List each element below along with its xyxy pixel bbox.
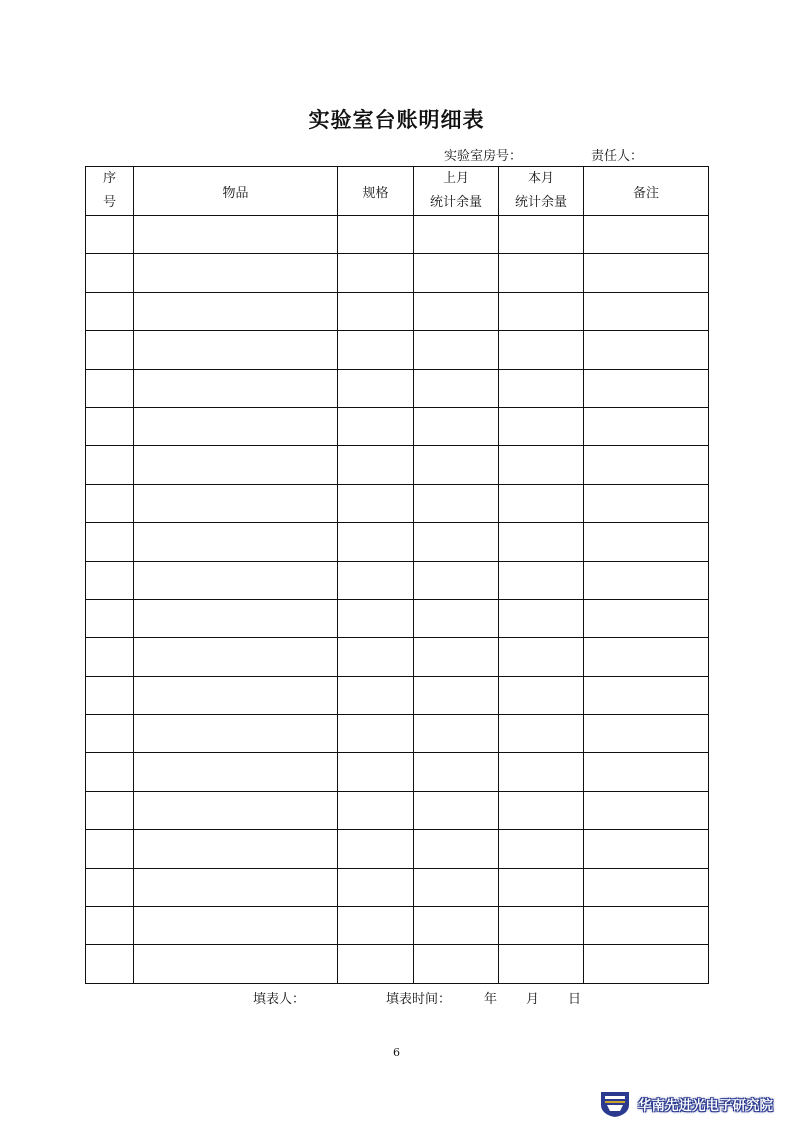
table-cell[interactable] [338, 331, 414, 369]
table-cell[interactable] [86, 907, 134, 945]
table-cell[interactable] [134, 407, 338, 445]
table-cell[interactable] [86, 945, 134, 983]
table-cell[interactable] [86, 676, 134, 714]
shield-emblem-icon [598, 1090, 632, 1118]
table-cell[interactable] [86, 715, 134, 753]
table-row [86, 331, 709, 369]
table-row [86, 369, 709, 407]
table-cell[interactable] [584, 254, 709, 292]
table-cell[interactable] [338, 599, 414, 637]
header-line: 本月 [527, 171, 554, 186]
header-text: 备注 [632, 185, 659, 201]
table-cell[interactable] [134, 599, 338, 637]
table-cell[interactable] [86, 868, 134, 906]
table-cell[interactable] [86, 830, 134, 868]
table-cell[interactable] [338, 715, 414, 753]
table-row [86, 638, 709, 676]
table-cell[interactable] [134, 561, 338, 599]
table-cell[interactable] [414, 369, 499, 407]
table-cell[interactable] [499, 753, 584, 791]
table-cell[interactable] [338, 484, 414, 522]
table-row [86, 407, 709, 445]
table-cell[interactable] [499, 216, 584, 254]
col-header-index [86, 167, 134, 216]
institute-name: 华南先进光电子研究院 [638, 1098, 773, 1114]
table-cell[interactable] [134, 676, 338, 714]
table-cell[interactable] [338, 791, 414, 829]
table-cell[interactable] [584, 638, 709, 676]
table-cell[interactable] [134, 331, 338, 369]
year-label: 年 [484, 992, 498, 1007]
table-cell[interactable] [499, 484, 584, 522]
table-row [86, 561, 709, 599]
table-cell[interactable] [499, 523, 584, 561]
table-cell[interactable] [414, 407, 499, 445]
table-cell[interactable] [134, 868, 338, 906]
table-row [86, 216, 709, 254]
table-cell[interactable] [584, 599, 709, 637]
table-cell[interactable] [584, 830, 709, 868]
col-header-this-month [499, 167, 584, 216]
table-cell[interactable] [338, 830, 414, 868]
table-cell[interactable] [86, 484, 134, 522]
table-row [86, 830, 709, 868]
table-row [86, 254, 709, 292]
table-cell[interactable] [584, 753, 709, 791]
table-cell[interactable] [414, 446, 499, 484]
table-cell[interactable] [134, 484, 338, 522]
col-header-item [134, 167, 338, 216]
day-label: 日 [568, 992, 582, 1007]
table-row [86, 292, 709, 330]
table-cell[interactable] [86, 753, 134, 791]
table-cell[interactable] [499, 369, 584, 407]
table-cell[interactable] [499, 407, 584, 445]
table-row [86, 907, 709, 945]
responsible-person-label: 责任人： [591, 149, 644, 164]
header-line: 序 [102, 171, 116, 186]
table-row [86, 945, 709, 983]
table-cell[interactable] [414, 292, 499, 330]
fill-time-label: 填表时间： [386, 992, 452, 1007]
table-cell[interactable] [134, 830, 338, 868]
table-cell[interactable] [414, 753, 499, 791]
table-cell[interactable] [134, 216, 338, 254]
table-cell[interactable] [499, 599, 584, 637]
table-cell[interactable] [499, 638, 584, 676]
table-cell[interactable] [584, 369, 709, 407]
table-cell[interactable] [86, 599, 134, 637]
table-cell[interactable] [134, 715, 338, 753]
table-cell[interactable] [86, 254, 134, 292]
table-cell[interactable] [338, 369, 414, 407]
table-cell[interactable] [584, 523, 709, 561]
table-cell[interactable] [86, 369, 134, 407]
table-cell[interactable] [86, 523, 134, 561]
table-cell[interactable] [414, 484, 499, 522]
table-cell[interactable] [414, 830, 499, 868]
table-row [86, 484, 709, 522]
ledger-body [86, 216, 709, 984]
table-cell[interactable] [414, 791, 499, 829]
table-cell[interactable] [499, 254, 584, 292]
table-cell[interactable] [499, 791, 584, 829]
table-cell[interactable] [338, 446, 414, 484]
table-cell[interactable] [134, 523, 338, 561]
table-cell[interactable] [338, 216, 414, 254]
table-cell[interactable] [134, 791, 338, 829]
table-cell[interactable] [134, 945, 338, 983]
filler-label: 填表人： [253, 992, 306, 1007]
table-row [86, 791, 709, 829]
table-cell[interactable] [338, 523, 414, 561]
table-cell[interactable] [499, 830, 584, 868]
table-row [86, 599, 709, 637]
table-cell[interactable] [134, 753, 338, 791]
table-cell[interactable] [584, 907, 709, 945]
table-cell[interactable] [499, 331, 584, 369]
table-cell[interactable] [414, 945, 499, 983]
table-cell[interactable] [584, 868, 709, 906]
table-cell[interactable] [584, 561, 709, 599]
table-cell[interactable] [584, 446, 709, 484]
table-cell[interactable] [338, 753, 414, 791]
table-cell[interactable] [86, 638, 134, 676]
table-cell[interactable] [414, 599, 499, 637]
table-cell[interactable] [86, 216, 134, 254]
table-cell[interactable] [414, 254, 499, 292]
table-cell[interactable] [584, 945, 709, 983]
table-cell[interactable] [414, 523, 499, 561]
col-header-last-month [414, 167, 499, 216]
table-cell[interactable] [584, 407, 709, 445]
header-line: 号 [102, 195, 116, 210]
table-cell[interactable] [499, 446, 584, 484]
table-cell[interactable] [499, 868, 584, 906]
table-cell[interactable] [499, 907, 584, 945]
table-cell[interactable] [338, 254, 414, 292]
table-row [86, 868, 709, 906]
table-cell[interactable] [584, 676, 709, 714]
header-line: 上月 [442, 171, 469, 186]
table-cell[interactable] [499, 561, 584, 599]
table-cell[interactable] [86, 791, 134, 829]
table-cell[interactable] [584, 484, 709, 522]
col-header-remarks [584, 167, 709, 216]
header-row [86, 167, 709, 216]
table-cell[interactable] [134, 254, 338, 292]
table-cell[interactable] [338, 868, 414, 906]
table-row [86, 715, 709, 753]
page-number: 6 [393, 1046, 400, 1059]
table-cell[interactable] [414, 561, 499, 599]
table-cell[interactable] [584, 216, 709, 254]
institute-logo [598, 1090, 788, 1118]
table-cell[interactable] [134, 292, 338, 330]
table-cell[interactable] [584, 715, 709, 753]
table-cell[interactable] [414, 676, 499, 714]
table-cell[interactable] [414, 331, 499, 369]
table-cell[interactable] [499, 292, 584, 330]
table-cell[interactable] [86, 292, 134, 330]
header-text: 规格 [362, 185, 389, 201]
table-cell[interactable] [499, 715, 584, 753]
table-cell[interactable] [338, 676, 414, 714]
header-line: 统计余量 [514, 195, 567, 210]
month-label: 月 [526, 992, 540, 1007]
table-cell[interactable] [86, 331, 134, 369]
table-cell[interactable] [134, 907, 338, 945]
table-row [86, 523, 709, 561]
header-text: 物品 [222, 185, 249, 201]
table-cell[interactable] [414, 216, 499, 254]
table-cell[interactable] [134, 446, 338, 484]
table-cell[interactable] [584, 292, 709, 330]
table-cell[interactable] [584, 331, 709, 369]
table-cell[interactable] [338, 407, 414, 445]
table-cell[interactable] [414, 715, 499, 753]
table-cell[interactable] [134, 638, 338, 676]
table-cell[interactable] [584, 791, 709, 829]
table-cell[interactable] [86, 407, 134, 445]
table-row [86, 753, 709, 791]
ledger-table [85, 166, 709, 984]
table-cell[interactable] [338, 638, 414, 676]
table-cell[interactable] [338, 945, 414, 983]
table-row [86, 446, 709, 484]
table-cell[interactable] [86, 561, 134, 599]
table-cell[interactable] [338, 292, 414, 330]
table-cell[interactable] [499, 676, 584, 714]
col-header-spec [338, 167, 414, 216]
table-cell[interactable] [86, 446, 134, 484]
room-number-label: 实验室房号： [444, 149, 523, 164]
table-cell[interactable] [414, 907, 499, 945]
table-cell[interactable] [414, 638, 499, 676]
table-cell[interactable] [414, 868, 499, 906]
table-row [86, 676, 709, 714]
table-cell[interactable] [134, 369, 338, 407]
table-cell[interactable] [338, 907, 414, 945]
header-line: 统计余量 [429, 195, 482, 210]
document-title: 实验室台账明细表 [308, 108, 485, 132]
table-cell[interactable] [499, 945, 584, 983]
table-cell[interactable] [338, 561, 414, 599]
